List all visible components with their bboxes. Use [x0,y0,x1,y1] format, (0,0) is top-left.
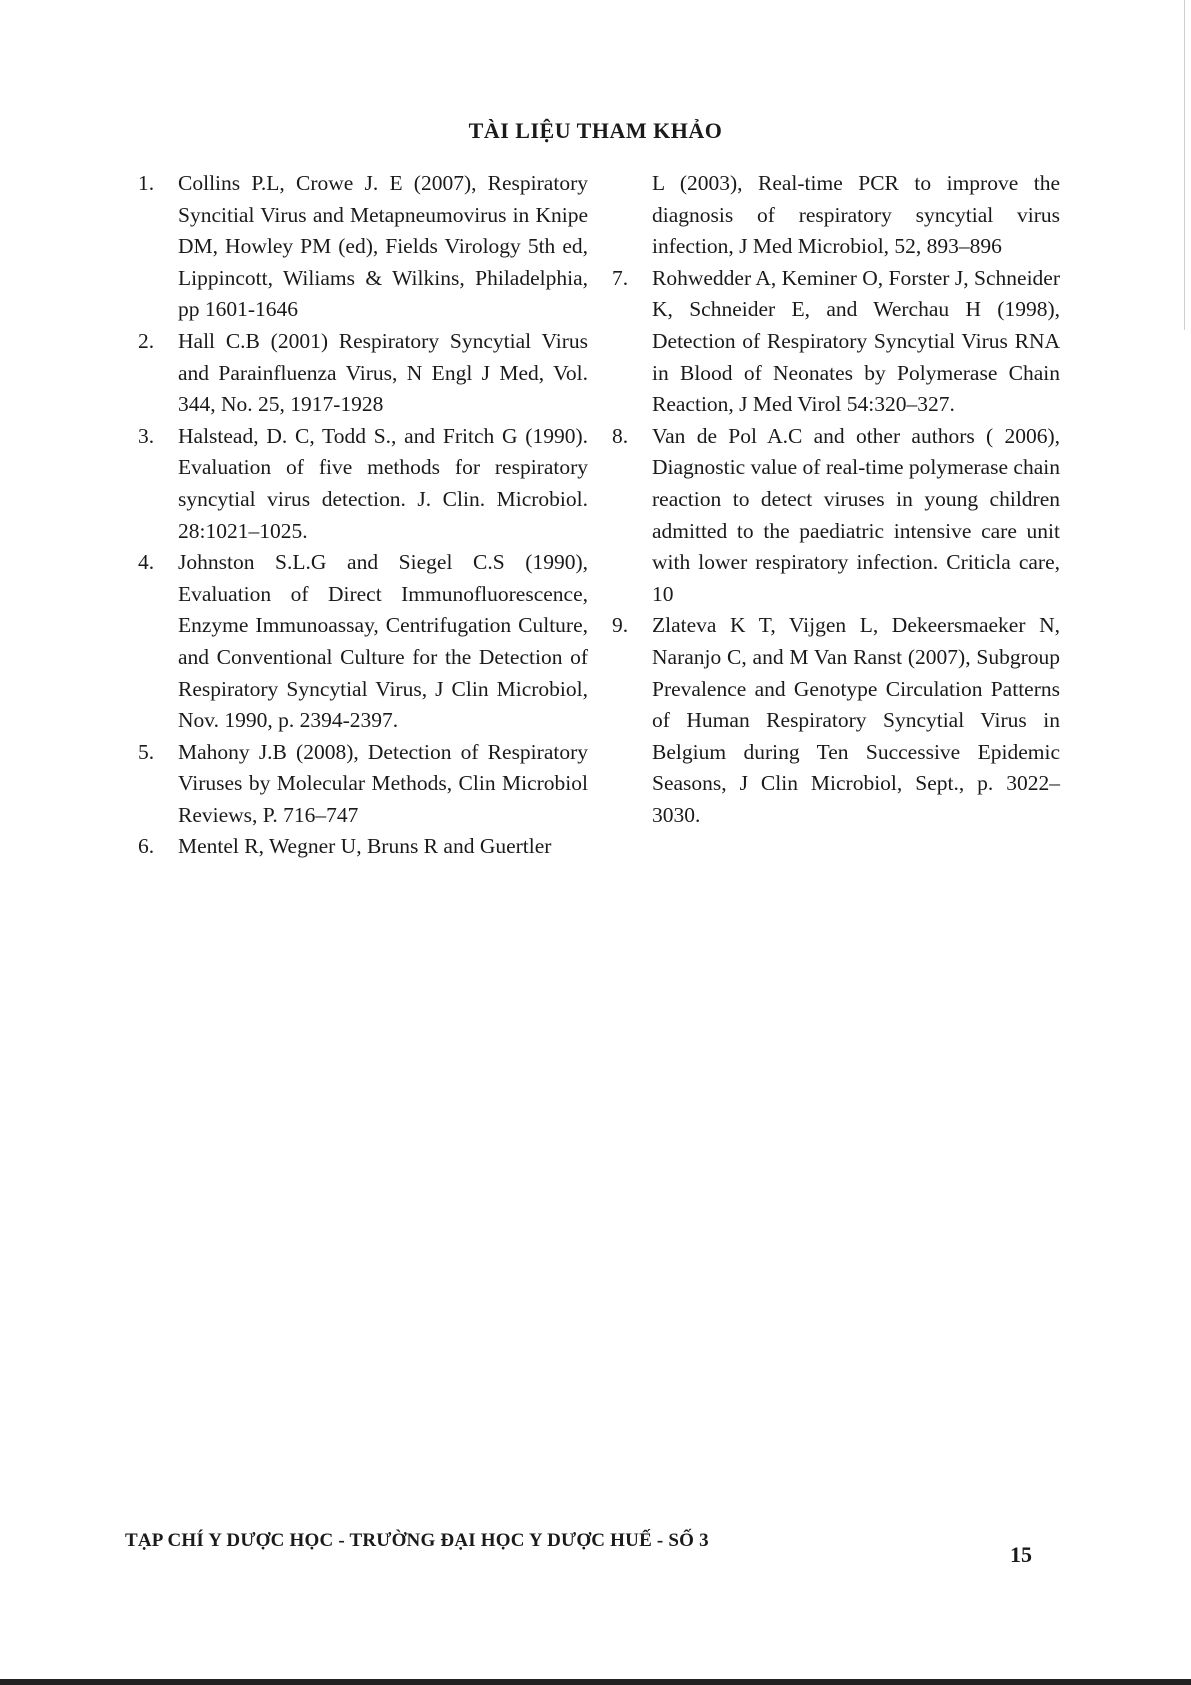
reference-item-5 [138,737,588,832]
reference-item-4 [138,547,588,737]
reference-number: 8. [612,423,629,448]
reference-number: 6. [138,834,155,859]
reference-item-1 [138,168,588,326]
reference-text: Hall C.B (2001) Respiratory Syncytial Virus and Parainfluenza Virus, N Engl J Med, Vol. 344, No. 25, 1917-1928 [178,328,588,417]
journal-footer: TẠP CHÍ Y DƯỢC HỌC - TRƯỜNG ĐẠI HỌC Y DƯỢC HUẾ - SỐ 3 [125,1530,709,1551]
references-heading: TÀI LIỆU THAM KHẢO [468,118,723,143]
reference-item-3 [138,421,588,547]
reference-item-2 [138,326,588,421]
references-left-column [138,168,588,863]
reference-text: Rohwedder A, Keminer O, Forster J, Schneider K, Schneider E, and Werchau H (1998), Detection of Respiratory Syncytial Virus RNA in Blood of Neonates by Polymerase Chain Reaction, J Med Virol 54:320–327. [652,265,1060,417]
reference-text: Mentel R, Wegner U, Bruns R and Guertler [178,834,552,859]
reference-item-9 [612,610,1060,831]
reference-text: Mahony J.B (2008), Detection of Respiratory Viruses by Molecular Methods, Clin Microbiol Reviews, P. 716–747 [178,739,588,827]
page-number: 15 [1010,1542,1032,1567]
reference-text: Johnston S.L.G and Siegel C.S (1990), Evaluation of Direct Immunofluorescence, Enzyme Immunoassay, Centrifugation Culture, and Conventional Culture for the Detection of Respiratory Syncytial Virus, J Clin Microbiol, Nov. 1990, p. 2394-2397. [178,550,588,733]
reference-text: Halstead, D. C, Todd S., and Fritch G (1990). Evaluation of five methods for respiratory syncytial virus detection. J. Clin. Microbiol. 28:1021–1025. [178,423,588,543]
reference-number: 2. [138,328,155,353]
reference-item-8 [612,421,1060,611]
reference-text: Collins P.L, Crowe J. E (2007), Respiratory Syncitial Virus and Metapneumovirus in Knipe DM, Howley PM (ed), Fields Virology 5th ed, Lippincott, Wiliams & Wilkins, Philadelphia, pp 1601-1646 [178,171,588,322]
reference-item-7 [612,263,1060,421]
reference-number: 3. [138,423,155,448]
reference-number: 1. [138,171,155,195]
reference-number: 7. [612,265,629,290]
reference-item-6 [138,831,588,863]
reference-number: 4. [138,550,155,575]
reference-text: Zlateva K T, Vijgen L, Dekeersmaeker N, Naranjo C, and M Van Ranst (2007), Subgroup Prevalence and Genotype Circulation Patterns of Human Respiratory Syncytial Virus in Belgium during Ten Successive Epidemic Seasons, J Clin Microbiol, Sept., p. 3022–3030. [652,613,1060,827]
references-right-column [612,168,1060,831]
reference-number: 9. [612,613,629,638]
reference-number: 5. [138,739,155,764]
scan-bottom-border [0,1679,1191,1685]
reference-text: Van de Pol A.C and other authors ( 2006), Diagnostic value of real-time polymerase chain reaction to detect viruses in young children admitted to the paediatric intensive care unit with lower respiratory infection. Criticla care, 10 [652,423,1060,606]
scan-edge-line [1184,0,1185,330]
reference-6-continuation: L (2003), Real-time PCR to improve the diagnosis of respiratory syncytial virus infection, J Med Microbiol, 52, 893–896 [652,171,1060,259]
